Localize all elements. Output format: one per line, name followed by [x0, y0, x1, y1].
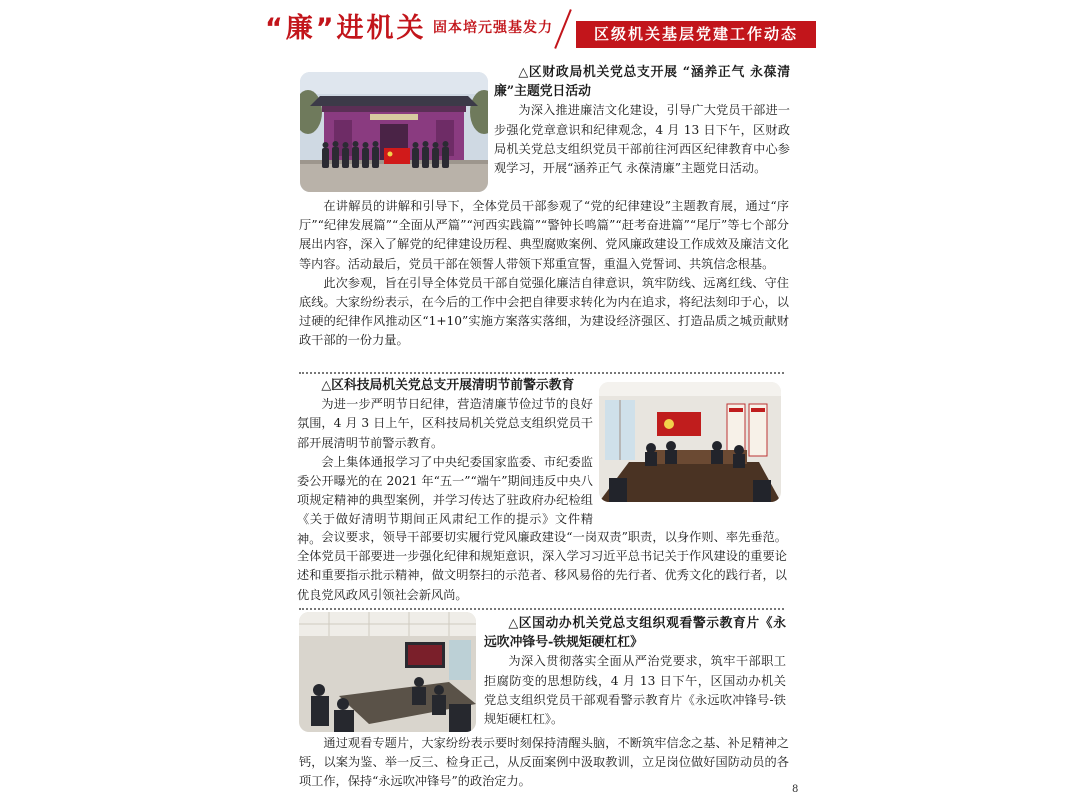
article2-intro: [297, 376, 593, 549]
article3-intro: [484, 614, 786, 729]
article3-title: △区国动办机关党总支组织观看警示教育片《永远吹冲锋号-铁规矩硬杠杠》: [484, 616, 786, 651]
photo-defense-office-film: [299, 612, 476, 732]
section-banner: 区级机关基层党建工作动态: [576, 21, 816, 48]
article2-title: △区科技局机关党总支开展清明节前警示教育: [321, 378, 575, 393]
article3-body: [299, 734, 789, 792]
article1-title: △区财政局机关党总支开展 “涵养正气 永葆清廉”主题党日活动: [494, 65, 790, 100]
section-separator: [299, 608, 784, 610]
photo-tech-bureau-meeting: [599, 382, 781, 502]
photo-finance-bureau-group: [300, 72, 488, 192]
article1-paragraph: 为深入推进廉洁文化建设，引导广大党员干部进一步强化党章意识和纪律观念，4 月 13 日下午，区财政局机关党总支组织党员干部前往河西区纪律教育中心参观学习，开展“涵养正气 永葆清廉”主题党日活动。: [494, 103, 790, 176]
article1-paragraph: 此次参观，旨在引导全体党员干部自觉强化廉洁自律意识，筑牢防线、远离红线、守住底线。大家纷纷表示，在今后的工作中会把自律要求转化为内在追求，将纪法刻印于心，以过硬的纪律作风推动区“1+10”实施方案落实落细，为建设经济强区、打造品质之城贡献财政干部的一份力量。: [299, 275, 789, 348]
page-number: 8: [792, 784, 799, 795]
section-separator: [299, 372, 784, 374]
article2-body: [297, 528, 787, 605]
article2-paragraph: 会议要求，领导干部要切实履行党风廉政建设“一岗双责”职责，以身作则、率先垂范。全体党员干部要进一步强化纪律和规矩意识，深入学习习近平总书记关于作风建设的重要论述和重要指示批示精神，做文明祭扫的示范者、移风易俗的先行者、优秀文化的践行者，以优良党风政风引领社会新风尚。: [297, 530, 787, 602]
article1-intro: [494, 63, 790, 178]
header-title: “廉”进机关: [265, 13, 427, 44]
header-divider: [554, 9, 572, 49]
article2-paragraph: 为进一步严明节日纪律，营造清廉节俭过节的良好氛围，4 月 3 日上午，区科技局机关党总支组织党员干部开展清明节前警示教育。: [297, 397, 593, 450]
article3-paragraph: 通过观看专题片，大家纷纷表示要时刻保持清醒头脑，不断筑牢信念之基、补足精神之钙，以案为鉴、举一反三、检身正己，从反面案例中汲取教训，立足岗位做好国防动员的各项工作，保持“永远吹冲锋号”的政治定力。: [299, 736, 789, 789]
article1-paragraph: 在讲解员的讲解和引导下，全体党员干部参观了“党的纪律建设”主题教育展，通过“序厅”“纪律发展篇”“全面从严篇”“河西实践篇”“警钟长鸣篇”“赶考奋进篇”“尾厅”等七个部分展出内容，深入了解党的纪律建设历程、典型腐败案例、党风廉政建设工作成效及廉洁文化等内容。活动最后，党员干部在领誓人带领下郑重宣誓，重温入党誓词、共筑信念根基。: [299, 199, 789, 271]
article2-paragraph: 会上集体通报学习了中央纪委国家监委、市纪委监委公开曝光的在 2021 年“五一”“端午”期间违反中央八项规定精神的典型案例，并学习传达了驻政府办纪检组《关于做好清明节期间正风肃纪工作的提示》文件精神。: [297, 454, 593, 546]
article3-paragraph: 为深入贯彻落实全面从严治党要求，筑牢干部职工拒腐防变的思想防线，4 月 13 日下午，区国动办机关党总支组织党员干部观看警示教育片《永远吹冲锋号-铁规矩硬杠杠》。: [484, 654, 786, 727]
header-subtitle: 固本培元强基发力: [433, 20, 553, 36]
article1-body: [299, 197, 789, 351]
